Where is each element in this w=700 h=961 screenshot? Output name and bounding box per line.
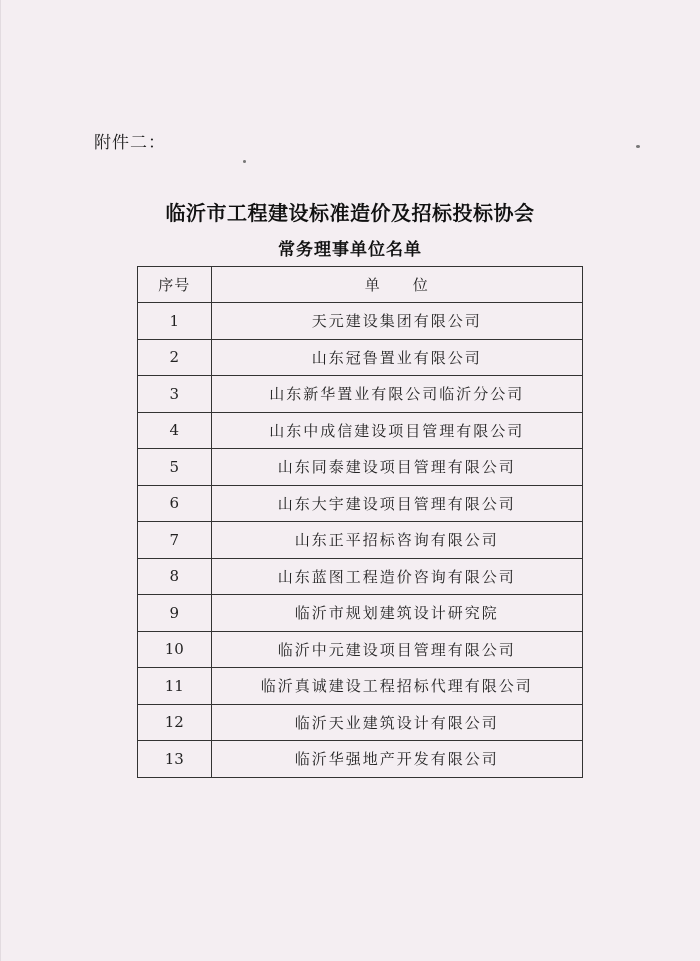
table-row <box>138 741 583 778</box>
document-title: 临沂市工程建设标准造价及招标投标协会 <box>165 201 535 225</box>
row-number: 2 <box>138 339 212 376</box>
unit-name: 临沂市规划建筑设计研究院 <box>211 595 582 632</box>
unit-name: 山东大宇建设项目管理有限公司 <box>211 485 582 522</box>
row-number: 10 <box>138 631 212 668</box>
row-number: 5 <box>138 449 212 486</box>
row-number: 12 <box>138 704 212 741</box>
table-row <box>138 485 583 522</box>
document-subtitle: 常务理事单位名单 <box>278 240 422 260</box>
table-row <box>138 631 583 668</box>
attachment-label: 附件二： <box>94 133 166 153</box>
unit-name: 山东蓝图工程造价咨询有限公司 <box>211 558 582 595</box>
header-number: 序号 <box>138 267 212 303</box>
unit-name: 临沂真诚建设工程招标代理有限公司 <box>211 668 582 705</box>
row-number: 7 <box>138 522 212 559</box>
unit-name: 临沂华强地产开发有限公司 <box>211 741 582 778</box>
table-row <box>138 704 583 741</box>
unit-name: 山东正平招标咨询有限公司 <box>211 522 582 559</box>
scan-speck <box>243 160 246 163</box>
row-number: 8 <box>138 558 212 595</box>
table-row <box>138 595 583 632</box>
row-number: 3 <box>138 376 212 413</box>
unit-name: 山东中成信建设项目管理有限公司 <box>211 412 582 449</box>
table-row <box>138 412 583 449</box>
table-row <box>138 339 583 376</box>
table-row <box>138 449 583 486</box>
unit-name: 山东新华置业有限公司临沂分公司 <box>211 376 582 413</box>
scan-speck <box>636 145 640 148</box>
row-number: 6 <box>138 485 212 522</box>
table-row <box>138 522 583 559</box>
table-row <box>138 303 583 340</box>
row-number: 13 <box>138 741 212 778</box>
unit-name: 山东同泰建设项目管理有限公司 <box>211 449 582 486</box>
unit-name: 临沂天业建筑设计有限公司 <box>211 704 582 741</box>
member-units-table <box>137 266 583 778</box>
header-unit: 单 位 <box>211 267 582 303</box>
row-number: 11 <box>138 668 212 705</box>
table-row <box>138 558 583 595</box>
unit-name: 临沂中元建设项目管理有限公司 <box>211 631 582 668</box>
row-number: 9 <box>138 595 212 632</box>
table-body <box>138 303 583 778</box>
table-header-row <box>138 267 583 303</box>
unit-name: 山东冠鲁置业有限公司 <box>211 339 582 376</box>
row-number: 1 <box>138 303 212 340</box>
unit-name: 天元建设集团有限公司 <box>211 303 582 340</box>
table-row <box>138 376 583 413</box>
table-row <box>138 668 583 705</box>
row-number: 4 <box>138 412 212 449</box>
